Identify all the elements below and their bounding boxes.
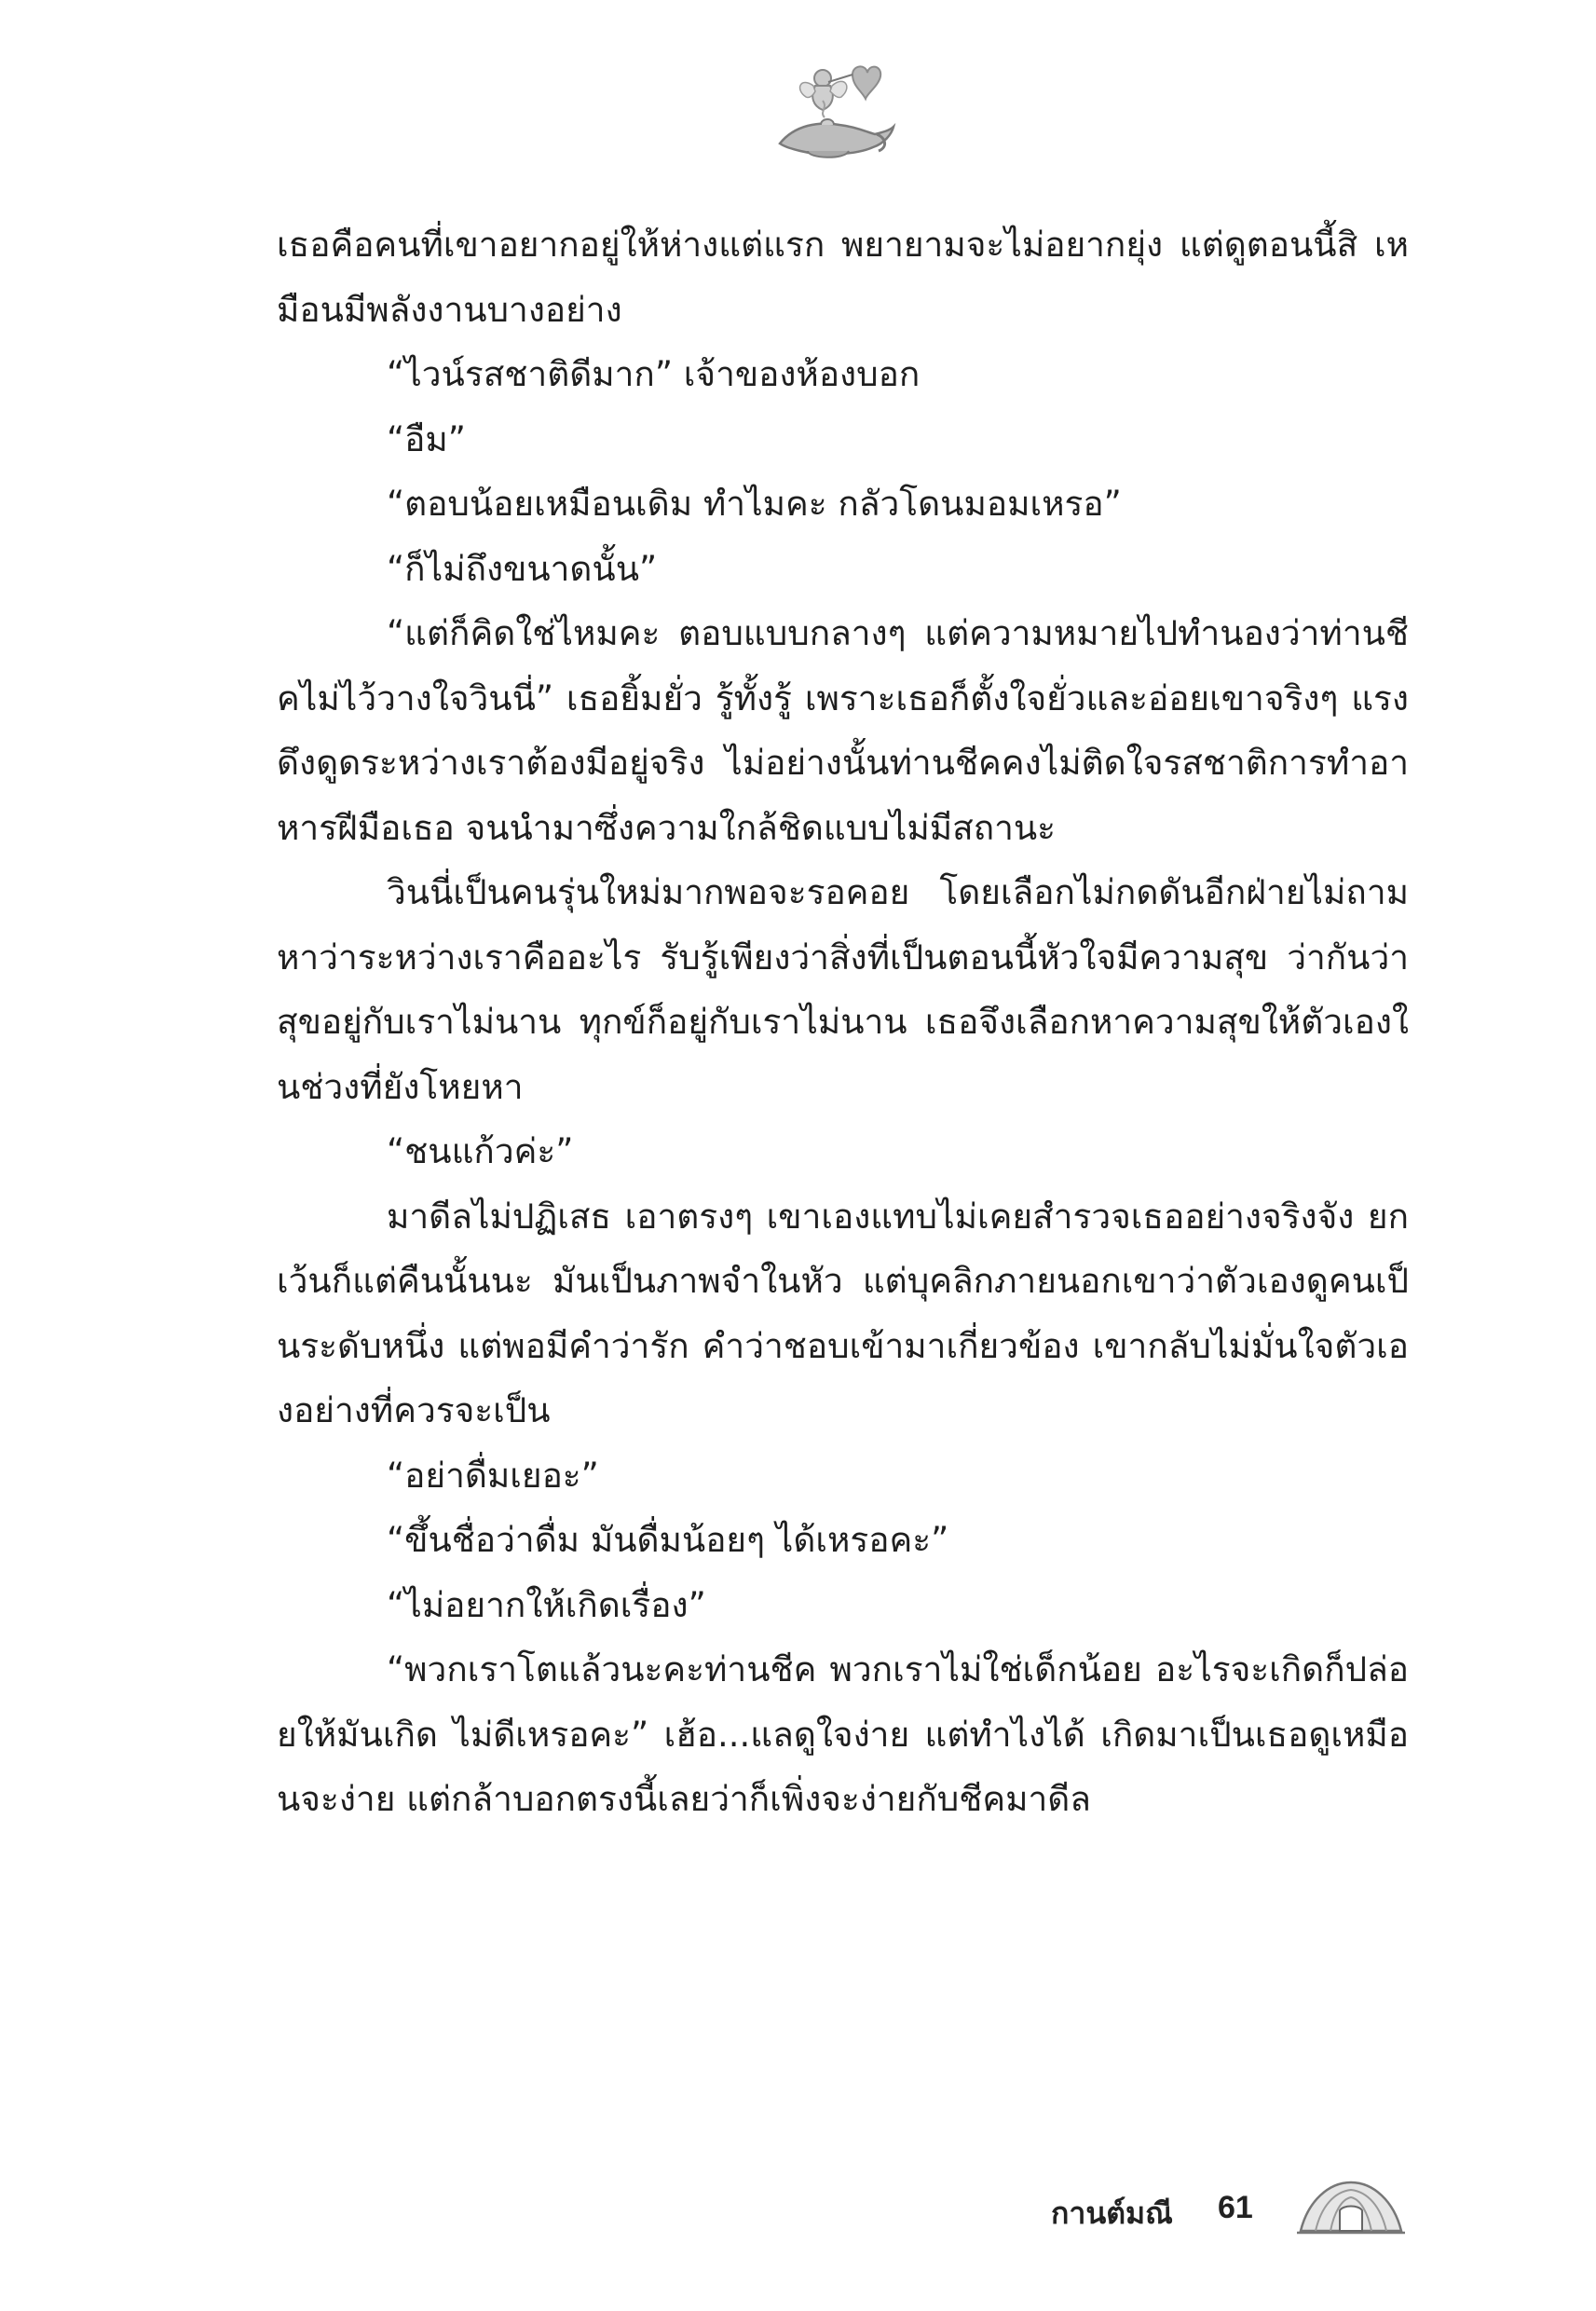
book-title: กานต์มณี	[1051, 2195, 1173, 2231]
paragraph: มาดีลไม่ปฏิเสธ เอาตรงๆ เขาเองแทบไม่เคยสำรวจเธออย่างจริงจัง ยกเว้นก็แต่คืนนั้นนะ มันเป็นภาพจำในหัว แต่บุคลิกภายนอกเขาว่าตัวเองดูคนเป็นระดับหนึ่ง แต่พอมีคำว่ารัก คำว่าชอบเข้ามาเกี่ยวข้อง เขากลับไม่มั่นใจตัวเองอย่างที่ควรจะเป็น	[277, 1196, 1409, 1430]
paragraph: “พวกเราโตแล้วนะคะท่านชีค พวกเราไม่ใช่เด็กน้อย อะไรจะเกิดก็ปล่อยให้มันเกิด ไม่ดีเหรอคะ” เฮ้อ...แลดูใจง่าย แต่ทำไงได้ เกิดมาเป็นเธอดูเหมือนจะง่าย แต่กล้าบอกตรงนี้เลยว่าก็เพิ่งจะง่ายกับชีคมาดีล	[277, 1649, 1409, 1819]
paragraph: “ขึ้นชื่อว่าดื่ม มันดื่มน้อยๆ ได้เหรอคะ”	[387, 1520, 949, 1560]
paragraph: “ไม่อยากให้เกิดเรื่อง”	[387, 1584, 706, 1625]
paragraph: “ตอบน้อยเหมือนเดิม ทำไมคะ กลัวโดนมอมเหรอ”	[387, 484, 1122, 524]
dome-tent-icon	[1295, 2173, 1407, 2240]
page-number: 61	[1218, 2190, 1253, 2225]
paragraph: “ก็ไม่ถึงขนาดนั้น”	[387, 548, 658, 589]
paragraph: “แต่ก็คิดใช่ไหมคะ ตอบแบบกลางๆ แต่ความหมายไปทำนองว่าท่านชีคไม่ไว้วางใจวินนี่” เธอยิ้มยั่ว รู้ทั้งรู้ เพราะเธอก็ตั้งใจยั่วและอ่อยเขาจริงๆ แรงดึงดูดระหว่างเราต้องมีอยู่จริง ไม่อย่างนั้นท่านชีคคงไม่ติดใจรสชาติการทำอาหารฝีมือเธอ จนนำมาซึ่งความใกล้ชิดแบบไม่มีสถานะ	[277, 613, 1409, 848]
page-footer	[1025, 2167, 1416, 2251]
paragraph: เธอคือคนที่เขาอยากอยู่ให้ห่างแต่แรก พยายามจะไม่อยากยุ่ง แต่ดูตอนนี้สิ เหมือนมีพลังงานบางอย่าง	[277, 225, 1409, 330]
body-text	[277, 212, 1409, 1832]
paragraph: วินนี่เป็นคนรุ่นใหม่มากพอจะรอคอย โดยเลือกไม่กดดันอีกฝ่ายไม่ถามหาว่าระหว่างเราคืออะไร รับรู้เพียงว่าสิ่งที่เป็นตอนนี้หัวใจมีความสุข ว่ากันว่าสุขอยู่กับเราไม่นาน ทุกข์ก็อยู่กับเราไม่นาน เธอจึงเลือกหาความสุขให้ตัวเองในช่วงที่ยังโหยหา	[277, 872, 1409, 1107]
paragraph: “ไวน์รสชาติดีมาก” เจ้าของห้องบอก	[387, 354, 921, 394]
paragraph: “ชนแก้วค่ะ”	[387, 1131, 574, 1171]
genie-lamp-with-cupid-icon	[767, 58, 897, 170]
paragraph: “อืม”	[387, 418, 466, 459]
paragraph: “อย่าดื่มเยอะ”	[387, 1455, 599, 1496]
